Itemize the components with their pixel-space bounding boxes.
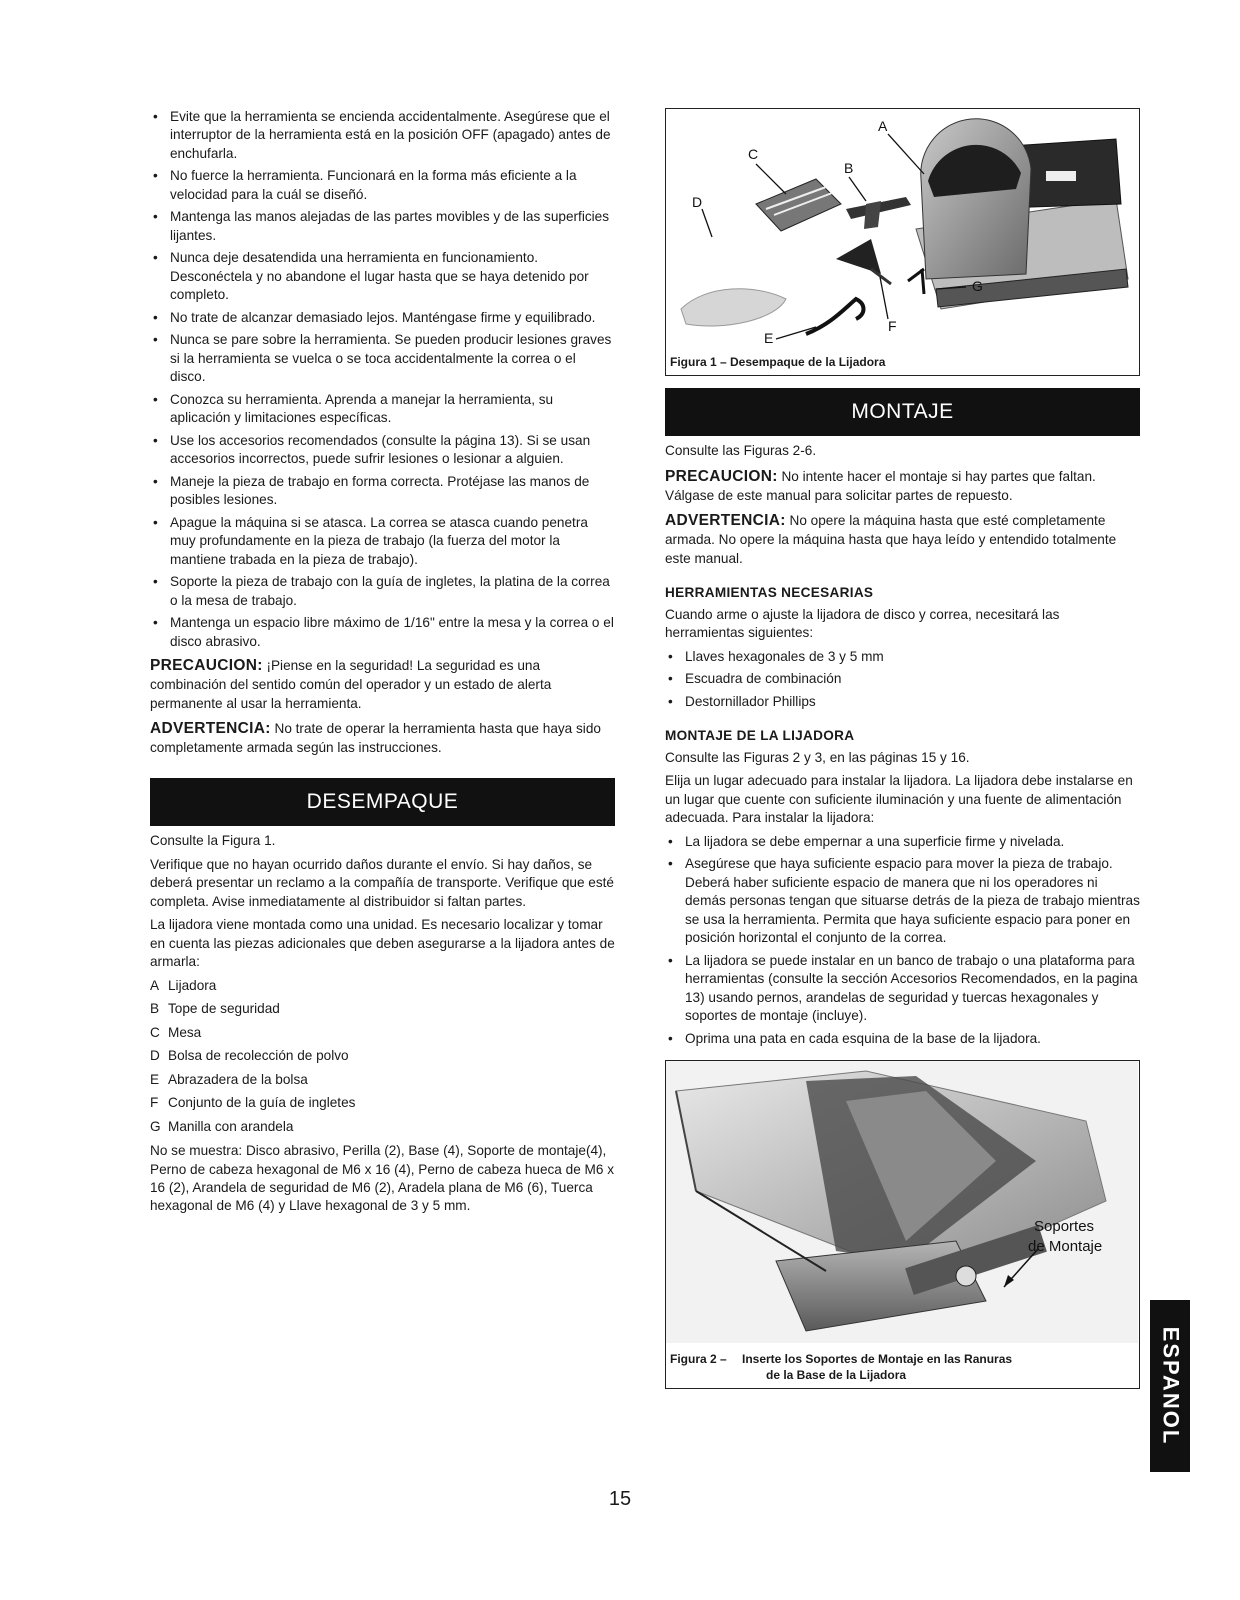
- callout-b: B: [844, 160, 854, 176]
- mount-paragraph: Elija un lugar adecuado para instalar la lijadora. La lijadora debe instalarse en un lugar que cuente con suficiente iluminación y una fuente de alimentación adecuada. Para instalar la lijadora:: [665, 773, 1133, 826]
- list-item: • Nunca se pare sobre la herramienta. Se pueden producir lesiones graves si la herramienta se vuelca o se toca accidentalmente la correa o el disco.: [150, 331, 615, 386]
- figure-2-illustration: [666, 1061, 1138, 1343]
- part-item: [150, 1071, 615, 1089]
- list-item: • Evite que la herramienta se encienda accidentalmente. Asegúrese que el interruptor de la herramienta está en la posición OFF (apagado) antes de enchufarla.: [150, 108, 615, 163]
- figure-1-illustration: [666, 109, 1138, 347]
- unpack-paragraph-2: La lijadora viene montada como una unidad. Es necesario localizar y tomar en cuenta las piezas adicionales que deben asegurarse a la lijadora antes de armarla:: [150, 917, 615, 970]
- parts-list: [150, 977, 615, 1136]
- list-item: • Oprima una pata en cada esquina de la base de la lijadora.: [665, 1030, 1140, 1048]
- left-column: [150, 108, 615, 1221]
- part-name: Tope de seguridad: [168, 1001, 280, 1017]
- part-letter: C: [150, 1024, 160, 1040]
- list-item: • Nunca deje desatendida una herramienta en funcionamiento. Desconéctela y no abandone el lugar hasta que se haya detenido por completo.: [150, 249, 615, 304]
- list-item: • Llaves hexagonales de 3 y 5 mm: [665, 648, 1140, 666]
- list-item: • Asegúrese que haya suficiente espacio para mover la pieza de trabajo. Deberá haber suficiente espacio de manera que ni los operadores ni demás personas tengan que situarse detrás de la pieza de trabajo mientras se usa la herramienta. Permita que haya suficiente espacio para poner en posición horizontal el conjunto de la correa.: [665, 855, 1140, 947]
- part-letter: F: [150, 1095, 159, 1111]
- tools-intro: Cuando arme o ajuste la lijadora de disco y correa, necesitará las herramientas siguientes:: [665, 606, 1060, 641]
- figure-1-caption: Figura 1 – Desempaque de la Lijadora: [670, 355, 886, 370]
- part-name: Bolsa de recolección de polvo: [168, 1048, 349, 1064]
- callout-a: A: [878, 118, 888, 134]
- part-item: [150, 1024, 615, 1042]
- bag-clamp-part: [806, 299, 864, 334]
- list-item: • No fuerce la herramienta. Funcionará en la forma más eficiente a la velocidad para la cuál se diseñó.: [150, 167, 615, 204]
- warning-label: ADVERTENCIA:: [150, 720, 271, 738]
- page-number: 15: [608, 1488, 632, 1510]
- right-column: [665, 108, 1140, 1389]
- list-item: • Destornillador Phillips: [665, 693, 1140, 711]
- callout-e: E: [764, 330, 774, 346]
- handle-washer-part: [908, 269, 924, 294]
- list-item: • Conozca su herramienta. Aprenda a manejar la herramienta, su aplicación y limitaciones específicas.: [150, 391, 615, 428]
- figure-2-caption-line1: Inserte los Soportes de Montaje en las Ranuras: [742, 1351, 1013, 1366]
- figure-2-label-line2: de Montaje: [1028, 1238, 1103, 1256]
- caution-label: PRECAUCION:: [665, 467, 778, 485]
- table-part: [756, 179, 841, 231]
- list-item: • Use los accesorios recomendados (consulte la página 13). Si se usan accesorios incorrectos, puede sufrir lesiones o lesionar a alguien.: [150, 432, 615, 469]
- part-item: [150, 1000, 615, 1018]
- miter-gauge-part: [836, 239, 891, 284]
- unpack-paragraph-1: Verifique que no hayan ocurrido daños durante el envío. Si hay daños, se deberá presentar un reclamo a la compañía de transporte. Verifique que esté completa. Avise inmediatamente al distribuidor si faltan partes.: [150, 856, 614, 909]
- list-item: • La lijadora se debe empernar a una superficie firme y nivelada.: [665, 833, 1140, 851]
- mount-steps-list: [665, 833, 1140, 1048]
- tools-list: [665, 648, 1140, 711]
- part-item: [150, 1094, 615, 1112]
- warning-paragraph: [150, 718, 615, 758]
- list-item: • Mantenga las manos alejadas de las partes movibles y de las superficies lijantes.: [150, 208, 615, 245]
- warning-text: No trate de operar la herramienta hasta que haya sido completamente armada según las instrucciones.: [150, 721, 601, 756]
- section-header-unpacking: DESEMPAQUE: [150, 778, 615, 827]
- sander-unit: [916, 119, 1128, 309]
- callout-g: G: [972, 278, 983, 294]
- assembly-reference: Consulte las Figuras 2-6.: [665, 443, 817, 459]
- part-letter: A: [150, 977, 160, 993]
- part-name: Lijadora: [168, 977, 217, 993]
- tools-heading: HERRAMIENTAS NECESARIAS: [665, 585, 874, 601]
- figure-1: [665, 108, 1140, 376]
- warning-label: ADVERTENCIA:: [665, 512, 786, 530]
- part-letter: G: [150, 1118, 161, 1134]
- part-name: Mesa: [168, 1024, 202, 1040]
- caution-text: No intente hacer el montaje si hay partes que faltan. Válgase de este manual para solicitar partes de repuesto.: [665, 468, 1096, 503]
- figure-2-label-line1: Soportes: [1034, 1218, 1095, 1236]
- caution-label: PRECAUCION:: [150, 657, 263, 675]
- section-header-assembly: MONTAJE: [665, 388, 1140, 437]
- dust-bag-part: [681, 289, 786, 326]
- list-item: • La lijadora se puede instalar en un banco de trabajo o una plataforma para herramientas (consulte la sección Accesorios Recomendados, en la pagina 13) usando pernos, arandelas de seguridad y tuercas hexagonales y soportes de montaje (incluye).: [665, 952, 1140, 1026]
- list-item: • Mantenga un espacio libre máximo de 1/16" entre la mesa y la correa o el disco abrasivo.: [150, 614, 615, 651]
- caution-text: ¡Piense en la seguridad! La seguridad es una combinación del sentido común del operador y un estado de alerta permanente al usar la herramienta.: [150, 658, 552, 711]
- figure-2-caption-line2: de la Base de la Lijadora: [766, 1367, 907, 1382]
- callout-c: C: [748, 146, 759, 162]
- list-item: • Soporte la pieza de trabajo con la guía de ingletes, la platina de la correa o la mesa de trabajo.: [150, 573, 615, 610]
- list-item: • No trate de alcanzar demasiado lejos. Manténgase firme y equilibrado.: [150, 309, 615, 327]
- callout-d: D: [692, 194, 703, 210]
- safety-rules-list: [150, 108, 615, 651]
- part-name: Abrazadera de la bolsa: [168, 1071, 308, 1087]
- sander-base-photo: [666, 1061, 1138, 1343]
- figure-2-caption-label: Figura 2 –: [670, 1351, 727, 1366]
- part-letter: D: [150, 1048, 160, 1064]
- assembly-warning: [665, 510, 1140, 568]
- figure-2-caption: [666, 1349, 1139, 1389]
- part-item: [150, 1118, 615, 1136]
- part-item: [150, 977, 615, 995]
- mount-reference: Consulte las Figuras 2 y 3, en las páginas 15 y 16.: [665, 749, 970, 765]
- unpack-reference: Consulte la Figura 1.: [150, 833, 276, 849]
- figure-2: [665, 1060, 1140, 1389]
- callout-f: F: [888, 318, 897, 334]
- part-name: Manilla con arandela: [168, 1118, 294, 1134]
- warning-text: No opere la máquina hasta que esté completamente armada. No opere la máquina hasta que haya leído y entendido totalmente este manual.: [665, 513, 1117, 566]
- language-tab: [1150, 1300, 1190, 1472]
- mount-heading: MONTAJE DE LA LIJADORA: [665, 728, 855, 744]
- caution-paragraph: [150, 655, 615, 713]
- list-item: • Escuadra de combinación: [665, 670, 1140, 688]
- language-tab-label: ESPANOL: [1158, 1326, 1183, 1446]
- safety-stop-part: [846, 197, 911, 229]
- part-item: [150, 1047, 615, 1065]
- part-letter: B: [150, 1001, 160, 1017]
- part-letter: E: [150, 1071, 160, 1087]
- assembly-caution: [665, 466, 1140, 506]
- not-shown-paragraph: No se muestra: Disco abrasivo, Perilla (2), Base (4), Soporte de montaje(4), Perno de cabeza hexagonal de M6 x 16 (4), Perno de cabeza hueca de M6 x 16 (2), Arandela de seguridad de M6 (2), Aradela plana de M6 (6), Tuerca hexagonal de M6 (4) y Llave hexagonal de 3 y 5 mm.: [150, 1143, 614, 1214]
- part-name: Conjunto de la guía de ingletes: [168, 1095, 356, 1111]
- list-item: • Maneje la pieza de trabajo en forma correcta. Protéjase las manos de posibles lesiones.: [150, 473, 615, 510]
- list-item: • Apague la máquina si se atasca. La correa se atasca cuando penetra muy profundamente en la pieza de trabajo (la fuerza del motor la mantiene trabada en la pieza de trabajo).: [150, 514, 615, 569]
